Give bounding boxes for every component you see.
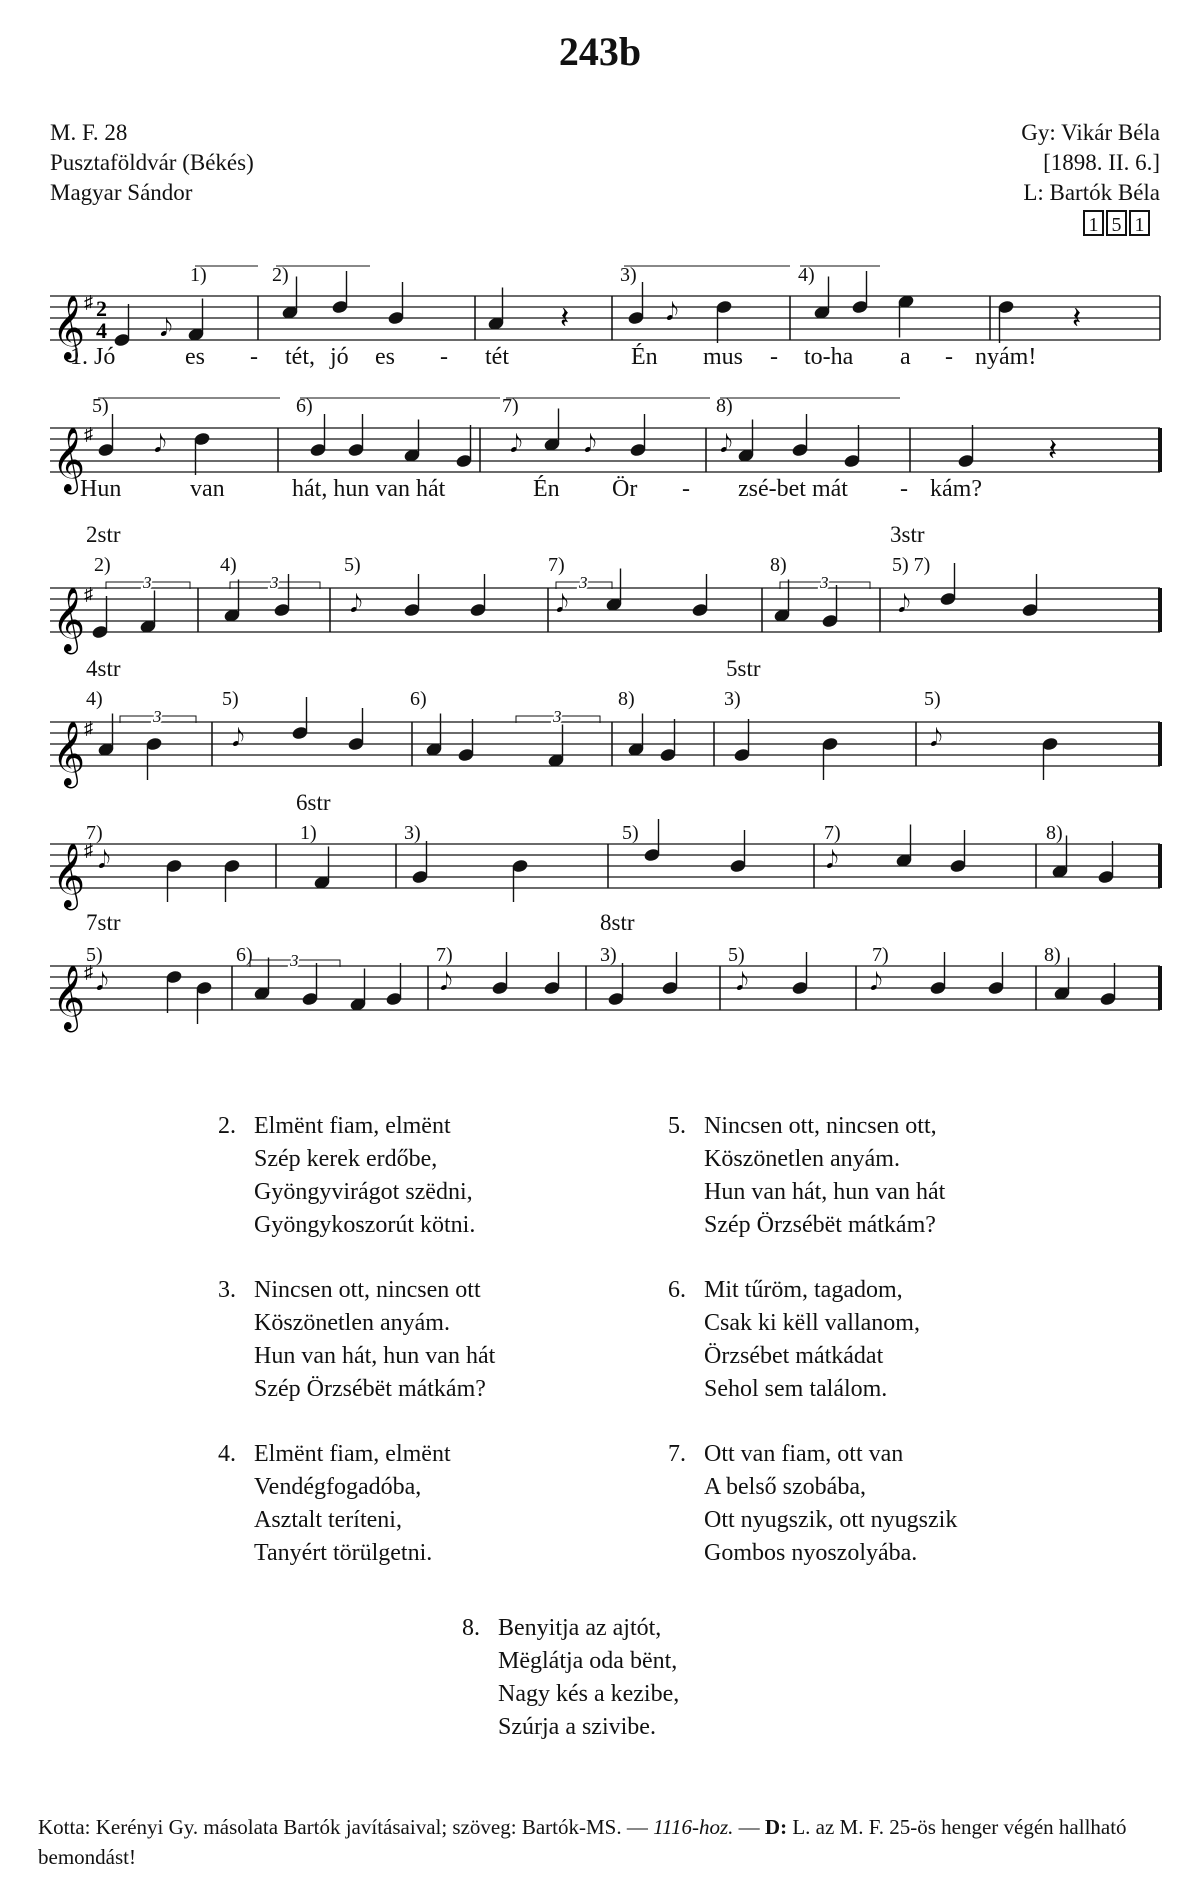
- transcriber: L: Bartók Béla: [1023, 180, 1160, 205]
- triplet-number: 3: [553, 707, 562, 726]
- grace-note: 𝅘𝅥𝅮: [930, 726, 943, 752]
- stanza-line: Szúrja a szivibe.: [498, 1714, 656, 1740]
- lyric-syllable: nyám!: [975, 344, 1037, 370]
- stanza-line: Szép Örzsébët mátkám?: [704, 1212, 936, 1238]
- footnote-source: Kotta: Kerényi Gy. másolata Bartók javításaival; szöveg: Bartók-MS. —: [38, 1815, 654, 1839]
- grace-note: 𝅘𝅥𝅮: [440, 970, 453, 996]
- footnote-note: L. az M. F. 25-ös henger végén hallható bemondást!: [38, 1815, 1127, 1869]
- triplet-number: 3: [290, 951, 299, 970]
- grace-note: 𝅘𝅥𝅮: [736, 970, 749, 996]
- quarter-rest: 𝄽: [1048, 434, 1058, 467]
- variant-mark: 5): [622, 822, 639, 844]
- stanza-line: Tanyért törülgetni.: [254, 1540, 433, 1566]
- stanza-variant-label: 5str: [726, 656, 761, 681]
- stanza-line: Szép kerek erdőbe,: [254, 1146, 438, 1172]
- variant-mark: 5) 7): [892, 554, 931, 576]
- key-signature-sharp: ♯: [84, 962, 93, 982]
- lyric-hyphen: -: [682, 476, 690, 502]
- variant-mark: 5): [924, 688, 941, 710]
- lyric-syllable: Én: [533, 476, 560, 502]
- stanza-line: Nincsen ott, nincsen ott,: [704, 1113, 937, 1139]
- stanza-number: 2.: [218, 1113, 236, 1139]
- footnote-reference: 1116-hoz.: [653, 1815, 734, 1839]
- stanza-variant-label: 4str: [86, 656, 121, 681]
- stanza-variant-label: 6str: [296, 790, 331, 815]
- stanza-line: Mit tűröm, tagadom,: [704, 1277, 903, 1303]
- variant-mark: 8): [1046, 822, 1063, 844]
- stanza-number: 6.: [668, 1277, 686, 1303]
- stanza: [218, 1274, 496, 1406]
- stanza-line: Mëglátja oda bënt,: [498, 1648, 678, 1674]
- variant-mark: 2): [272, 264, 289, 286]
- variant-mark: 6): [410, 688, 427, 710]
- stanza-variant-label: 3str: [890, 522, 925, 547]
- date: [1898. II. 6.]: [1043, 150, 1160, 175]
- page-title: 243b: [558, 29, 642, 74]
- lyric-syllable: a: [900, 344, 911, 370]
- grace-note: 𝅘𝅥𝅮: [666, 300, 679, 326]
- footnote-dash: —: [733, 1815, 765, 1839]
- lyric-syllable: mus: [703, 344, 744, 370]
- treble-clef: 𝄞: [52, 297, 86, 359]
- variant-mark: 4): [86, 688, 103, 710]
- lyric-syllable: tét,: [285, 344, 315, 370]
- stanza: [668, 1438, 958, 1570]
- lyric-hyphen: -: [770, 344, 778, 370]
- variant-mark: 6): [296, 395, 313, 417]
- triplet-number: 3: [153, 707, 162, 726]
- treble-clef: 𝄞: [52, 589, 86, 651]
- stanza-line: Gombos nyoszolyába.: [704, 1540, 918, 1566]
- variant-mark: 4): [220, 554, 237, 576]
- grace-note: 𝅘𝅥𝅮: [556, 592, 569, 618]
- collection-number: M. F. 28: [50, 120, 128, 145]
- stanza: [218, 1110, 476, 1242]
- time-signature: 4: [96, 318, 107, 343]
- stanza-number: 5.: [668, 1113, 686, 1139]
- stanza: [462, 1612, 680, 1744]
- grace-note: 𝅘𝅥𝅮: [510, 432, 523, 458]
- key-signature-sharp: ♯: [84, 840, 93, 860]
- variant-mark: 3): [724, 688, 741, 710]
- stanza-variant-label: 7str: [86, 910, 121, 935]
- lyric-syllable: tét: [485, 344, 509, 370]
- stanza-line: Csak ki këll vallanom,: [704, 1310, 920, 1336]
- variant-mark: 8): [770, 554, 787, 576]
- footnote: [38, 1812, 1168, 1872]
- stanza-line: Hun van hát, hun van hát: [254, 1343, 496, 1369]
- variant-mark: 7): [872, 944, 889, 966]
- variant-mark: 4): [798, 264, 815, 286]
- variant-mark: 1): [190, 264, 207, 286]
- stanza-variant-label: 8str: [600, 910, 635, 935]
- stanza-line: Sehol sem találom.: [704, 1376, 888, 1402]
- variant-mark: 8): [1044, 944, 1061, 966]
- lyric-syllable: Ör: [612, 476, 638, 502]
- stanza-line: Asztalt teríteni,: [254, 1507, 402, 1533]
- grace-note: 𝅘𝅥𝅮: [826, 848, 839, 874]
- stanza-line: Vendégfogadóba,: [254, 1474, 422, 1500]
- stanza: [218, 1438, 451, 1570]
- variant-mark: 6): [236, 944, 253, 966]
- grace-note: 𝅘𝅥𝅮: [98, 848, 111, 874]
- stanza-line: Örzsébet mátkádat: [704, 1343, 884, 1369]
- stanza-number: 8.: [462, 1615, 480, 1641]
- stanza-line: Szép Örzsébët mátkám?: [254, 1376, 486, 1402]
- key-signature-sharp: ♯: [84, 292, 93, 312]
- variant-mark: 5): [344, 554, 361, 576]
- grace-note: 𝅘𝅥𝅮: [870, 970, 883, 996]
- variant-mark: 5): [92, 395, 109, 417]
- stanza: [668, 1274, 920, 1406]
- lyric-hyphen: -: [945, 344, 953, 370]
- variant-mark: 7): [824, 822, 841, 844]
- grace-note: 𝅘𝅥𝅮: [720, 432, 733, 458]
- stanza-line: Nincsen ott, nincsen ott: [254, 1277, 481, 1303]
- grace-note: 𝅘𝅥𝅮: [96, 970, 109, 996]
- triplet-number: 3: [270, 573, 279, 592]
- class-box: 5: [1106, 210, 1127, 236]
- variant-mark: 8): [716, 395, 733, 417]
- collector: Gy: Vikár Béla: [1021, 120, 1160, 145]
- grace-note: 𝅘𝅥𝅮: [584, 432, 597, 458]
- grace-note: 𝅘𝅥𝅮: [898, 592, 911, 618]
- key-signature-sharp: ♯: [84, 718, 93, 738]
- location: Pusztaföldvár (Békés): [50, 150, 254, 175]
- variant-mark: 7): [86, 822, 103, 844]
- stanza-line: Gyöngykoszorút kötni.: [254, 1212, 476, 1238]
- stanza-number: 3.: [218, 1277, 236, 1303]
- lyric-syllable: es: [185, 344, 205, 370]
- variant-mark: 3): [600, 944, 617, 966]
- grace-note: 𝅘𝅥𝅮: [154, 432, 167, 458]
- lyric-syllable: jó: [330, 344, 349, 370]
- variant-mark: 7): [548, 554, 565, 576]
- triplet-number: 3: [143, 573, 152, 592]
- variant-mark: 2): [94, 554, 111, 576]
- class-box: 1: [1083, 210, 1104, 236]
- class-box: 1: [1129, 210, 1150, 236]
- variant-mark: 5): [222, 688, 239, 710]
- lyric-syllable: zsé-bet mát: [738, 476, 848, 502]
- lyric-syllable: 1. Jó: [70, 344, 116, 370]
- variant-mark: 3): [620, 264, 637, 286]
- footnote-d-label: D:: [764, 1815, 788, 1839]
- grace-note: 𝅘𝅥𝅮: [232, 726, 245, 752]
- lyric-syllable: hát, hun van hát: [292, 476, 446, 502]
- lyric-hyphen: -: [250, 344, 258, 370]
- variant-mark: 8): [618, 688, 635, 710]
- stanza-line: A belső szobába,: [704, 1474, 866, 1500]
- key-signature-sharp: ♯: [84, 584, 93, 604]
- stanza-line: Köszönetlen anyám.: [254, 1310, 450, 1336]
- stanza-line: Nagy kés a kezibe,: [498, 1681, 680, 1707]
- stanza-number: 7.: [668, 1441, 686, 1467]
- stanza-line: Elmënt fiam, elmënt: [254, 1441, 451, 1467]
- variant-mark: 7): [502, 395, 519, 417]
- stanza-variant-label: 2str: [86, 522, 121, 547]
- triplet-number: 3: [820, 573, 829, 592]
- stanza-line: Ott van fiam, ott van: [704, 1441, 904, 1467]
- lyric-hyphen: -: [900, 476, 908, 502]
- stanza-line: Köszönetlen anyám.: [704, 1146, 900, 1172]
- quarter-rest: 𝄽: [560, 302, 570, 335]
- treble-clef: 𝄞: [52, 967, 86, 1029]
- variant-mark: 5): [728, 944, 745, 966]
- grace-note: 𝅘𝅥𝅮: [160, 316, 173, 342]
- key-signature-sharp: ♯: [84, 424, 93, 444]
- variant-mark: 7): [436, 944, 453, 966]
- time-signature: 2: [96, 296, 107, 321]
- treble-clef: 𝄞: [52, 429, 86, 491]
- triplet-number: 3: [579, 573, 588, 592]
- treble-clef: 𝄞: [52, 845, 86, 907]
- variant-mark: 5): [86, 944, 103, 966]
- grace-note: 𝅘𝅥𝅮: [350, 592, 363, 618]
- lyric-syllable: kám?: [930, 476, 982, 502]
- stanza-line: Benyitja az ajtót,: [498, 1615, 662, 1641]
- lyric-syllable: es: [375, 344, 395, 370]
- treble-clef: 𝄞: [52, 723, 86, 785]
- stanza-number: 4.: [218, 1441, 236, 1467]
- variant-mark: 1): [300, 822, 317, 844]
- stanza-line: Hun van hát, hun van hát: [704, 1179, 946, 1205]
- lyric-syllable: Hun: [80, 476, 122, 502]
- singer: Magyar Sándor: [50, 180, 193, 205]
- quarter-rest: 𝄽: [1072, 302, 1082, 335]
- lyric-syllable: van: [190, 476, 225, 502]
- stanza: [668, 1110, 946, 1242]
- variant-mark: 3): [404, 822, 421, 844]
- lyric-hyphen: -: [440, 344, 448, 370]
- stanza-line: Gyöngyvirágot szëdni,: [254, 1179, 473, 1205]
- lyric-syllable: Én: [631, 344, 658, 370]
- lyric-syllable: to-ha: [804, 344, 854, 370]
- stanza-line: Ott nyugszik, ott nyugszik: [704, 1507, 958, 1533]
- stanza-line: Elmënt fiam, elmënt: [254, 1113, 451, 1139]
